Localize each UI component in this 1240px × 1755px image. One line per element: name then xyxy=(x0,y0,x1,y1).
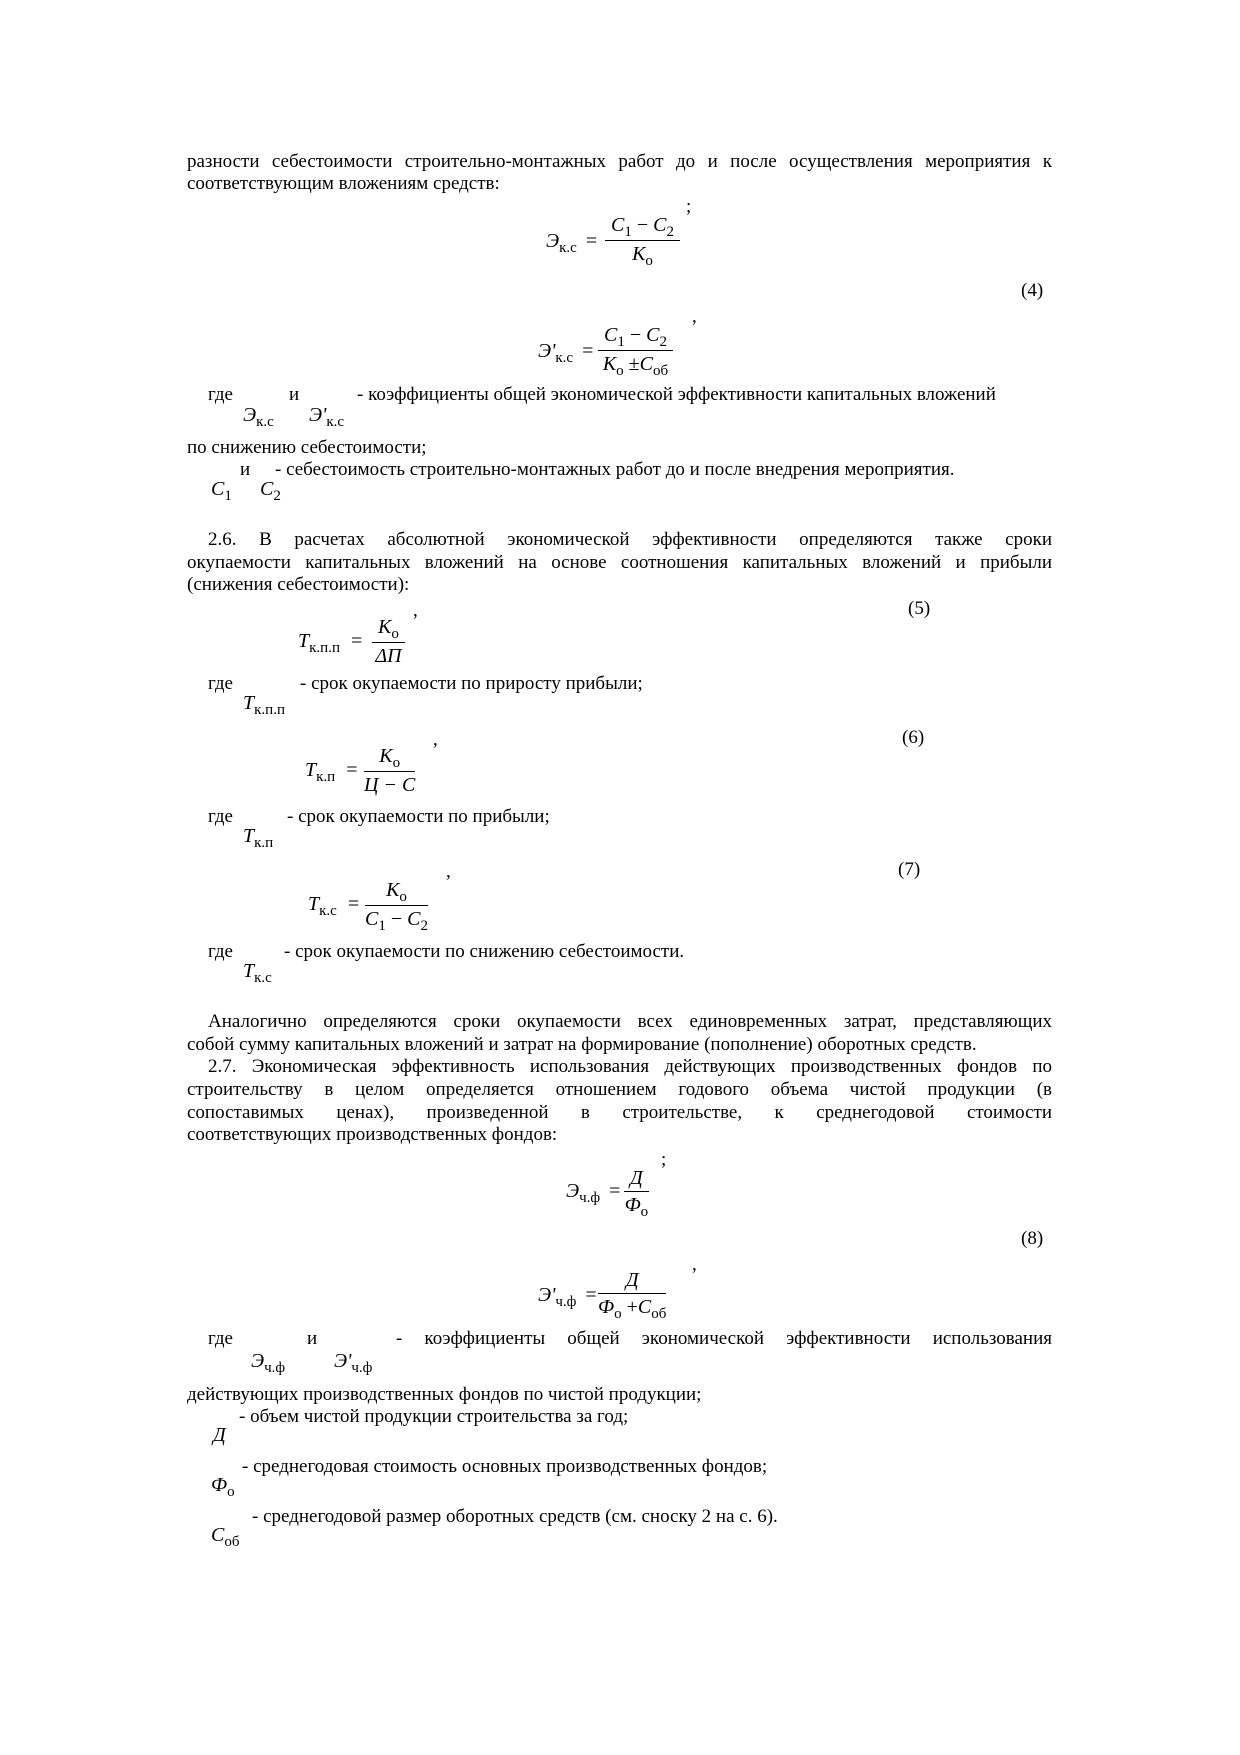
conjunction: и xyxy=(307,1328,318,1349)
fraction: $C_1 - C_2$ $K_о$ xyxy=(605,213,680,268)
equation-punct: , xyxy=(446,861,451,882)
paragraph-line: сопоставимых ценах), произведенной в строительстве, к среднегодовой стоимости xyxy=(187,1102,1052,1123)
fraction: $K_о$ ΔП xyxy=(372,615,405,668)
paragraph-line: действующих производственных фондов по чистой продукции; xyxy=(187,1384,702,1405)
symbol: $T_{к.п.п}$ xyxy=(243,692,285,718)
symbol: $Ф_о$ xyxy=(211,1474,235,1500)
equation-number: (6) xyxy=(902,727,925,748)
paragraph-line: соответствующим вложениям средств: xyxy=(187,173,500,194)
fraction: Д $Ф_о +C_{об}$ xyxy=(598,1269,667,1322)
equation-punct: ; xyxy=(686,196,692,217)
definition-text: - среднегодовая стоимость основных производственных фондов; xyxy=(242,1456,768,1477)
symbol: $Э_{ч.ф}$ xyxy=(251,1350,286,1376)
definition-text: - себестоимость строительно-монтажных работ до и после внедрения мероприятия. xyxy=(275,459,955,480)
symbol: Д xyxy=(213,1424,226,1446)
definition-text: - коэффициенты общей экономической эффективности капитальных вложений xyxy=(357,384,996,405)
equation-lhs: $T_{к.с}$ = xyxy=(308,893,360,919)
definition-text: - срок окупаемости по приросту прибыли; xyxy=(300,673,643,694)
where-label: где xyxy=(208,941,233,962)
equation-lhs: $Э'_{ч.ф}$ = xyxy=(538,1284,597,1310)
fraction: $C_1 - C_2$ $K_о \pm C_{об}$ xyxy=(598,323,673,378)
where-label: где xyxy=(208,806,233,827)
equation-lhs: $T_{к.п}$ = xyxy=(305,759,358,785)
symbol: $Э'_{ч.ф}$ xyxy=(334,1350,373,1376)
where-label: где xyxy=(208,673,233,694)
paragraph-line: разности себестоимости строительно-монтажных работ до и после осуществления мероприятия к xyxy=(187,151,1052,172)
equation-punct: , xyxy=(413,600,418,621)
equation-punct: ; xyxy=(661,1149,667,1170)
equation-lhs: $Э_{к.с}$ = xyxy=(546,230,598,256)
equation-lhs: $Э_{ч.ф}$ = xyxy=(566,1180,621,1206)
equation-number: (7) xyxy=(898,859,921,880)
paragraph-line: 2.7. Экономическая эффективность использования действующих производственных фондов по xyxy=(208,1056,1052,1077)
equation-number: (5) xyxy=(908,598,931,619)
where-label: где xyxy=(208,1328,233,1349)
paragraph-line: строительству в целом определяется отношением годового объема чистой продукции (в xyxy=(187,1079,1052,1100)
equation-lhs: $Э'_{к.с}$ = xyxy=(538,340,594,366)
symbol: $T_{к.п}$ xyxy=(243,825,274,851)
conjunction: и xyxy=(289,384,300,405)
definition-text: - срок окупаемости по прибыли; xyxy=(287,806,550,827)
symbol: $Э'_{к.с}$ xyxy=(309,404,345,430)
paragraph-line: по снижению себестоимости; xyxy=(187,437,427,458)
symbol: $C_1$ xyxy=(211,478,232,504)
equation-punct: , xyxy=(692,1254,697,1275)
paragraph-line: Аналогично определяются сроки окупаемости всех единовременных затрат, представляющих xyxy=(208,1011,1052,1032)
definition-text: - коэффициенты общей экономической эффективности использования xyxy=(396,1328,1052,1349)
symbol: $C_2$ xyxy=(260,478,281,504)
equation-number: (8) xyxy=(1021,1228,1044,1249)
definition-text: - среднегодовой размер оборотных средств (см. сноску 2 на с. 6). xyxy=(252,1506,778,1527)
equation-punct: , xyxy=(433,729,438,750)
paragraph-line: (снижения себестоимости): xyxy=(187,574,410,595)
where-label: где xyxy=(208,384,233,405)
symbol: $T_{к.с}$ xyxy=(243,960,272,986)
paragraph-line: соответствующих производственных фондов: xyxy=(187,1124,558,1145)
equation-lhs: $T_{к.п.п}$ = xyxy=(298,630,363,656)
paragraph-line: 2.6. В расчетах абсолютной экономической эффективности определяются также сроки xyxy=(208,529,1052,550)
fraction: $K_о$ $C_1 - C_2$ xyxy=(365,879,428,934)
definition-text: - срок окупаемости по снижению себестоимости. xyxy=(284,941,685,962)
fraction: Д $Ф_о$ xyxy=(624,1167,649,1220)
paragraph-line: окупаемости капитальных вложений на основе соотношения капитальных вложений и прибыли xyxy=(187,552,1052,573)
definition-text: - объем чистой продукции строительства за год; xyxy=(239,1406,629,1427)
symbol: $Э_{к.с}$ xyxy=(243,404,274,430)
paragraph-line: собой сумму капитальных вложений и затрат на формирование (пополнение) оборотных средств. xyxy=(187,1034,977,1055)
fraction: $K_о$ Ц − С xyxy=(364,745,416,796)
conjunction: и xyxy=(240,459,251,480)
equation-number: (4) xyxy=(1021,280,1044,301)
symbol: $C_{об}$ xyxy=(211,1524,240,1550)
equation-punct: , xyxy=(692,306,697,327)
